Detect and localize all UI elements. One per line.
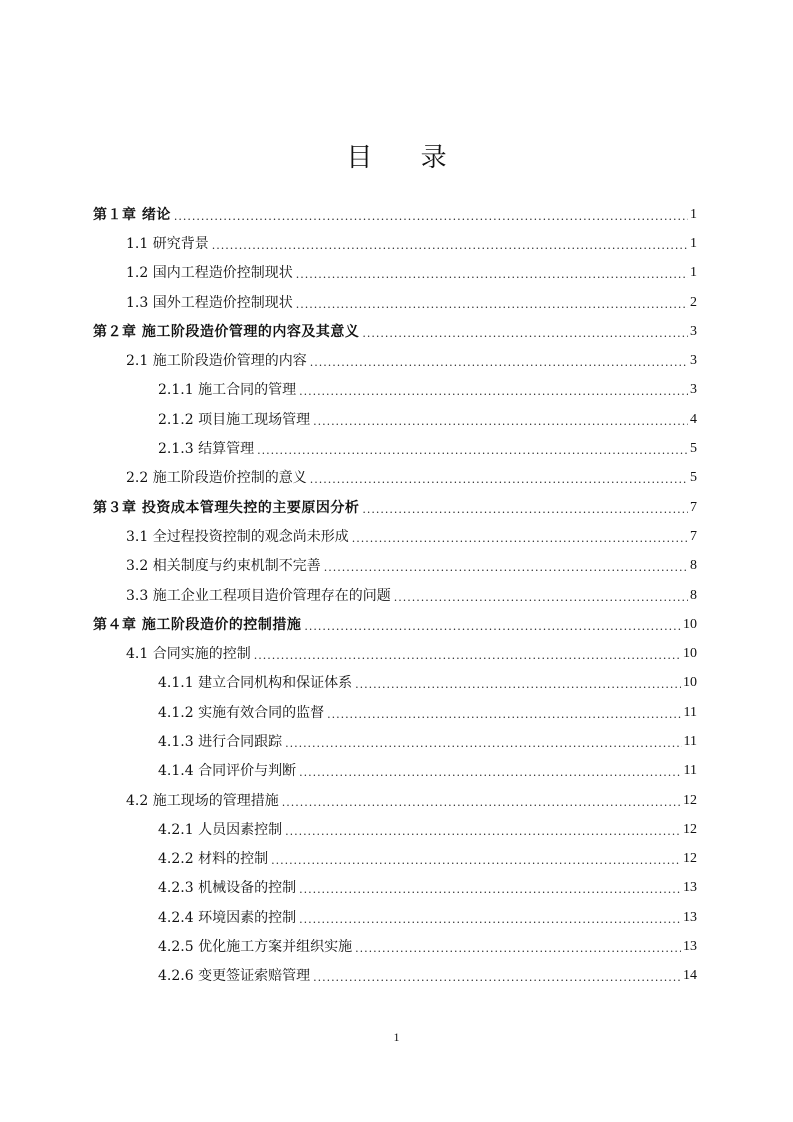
toc-section-entry [93, 639, 697, 668]
toc-entry-page: 3 [690, 353, 697, 369]
table-of-contents [93, 200, 697, 991]
dot-leader [299, 911, 681, 929]
toc-subsection-entry [93, 757, 697, 786]
toc-subsection-entry [93, 815, 697, 844]
toc-entry-label: 1.1 研究背景 [126, 235, 209, 252]
toc-entry-label: 2.1.3 结算管理 [158, 441, 255, 458]
toc-entry-label: 4.2.6 变更签证索赔管理 [158, 968, 311, 985]
dot-leader [394, 589, 688, 607]
toc-entry-page: 12 [683, 851, 697, 867]
toc-entry-label: 2.2 施工阶段造价控制的意义 [126, 470, 307, 487]
toc-entry-page: 12 [683, 821, 697, 837]
toc-entry-label: 4.1.3 进行合同跟踪 [158, 733, 283, 750]
dot-leader [313, 969, 681, 987]
toc-entry-page: 5 [690, 470, 697, 486]
toc-entry-page: 8 [690, 558, 697, 574]
dot-leader [285, 823, 681, 841]
toc-section-entry [93, 786, 697, 815]
toc-entry-label: 4.1.2 实施有效合同的监督 [158, 704, 325, 721]
dot-leader [327, 706, 681, 724]
toc-chapter-entry [93, 610, 697, 639]
toc-entry-page: 10 [683, 616, 697, 632]
dot-leader [285, 735, 681, 753]
toc-section-entry [93, 464, 697, 493]
dot-leader [299, 383, 688, 401]
toc-chapter-entry [93, 493, 697, 522]
toc-entry-page: 11 [683, 704, 697, 720]
toc-entry-page: 13 [683, 939, 697, 955]
dot-leader [352, 530, 688, 548]
toc-entry-page: 14 [683, 968, 697, 984]
dot-leader [174, 208, 688, 226]
toc-chapter-entry [93, 317, 697, 346]
toc-entry-page: 5 [690, 441, 697, 457]
toc-entry-label: 4.1.4 合同评价与判断 [158, 763, 297, 780]
toc-subsection-entry [93, 962, 697, 991]
dot-leader [313, 413, 688, 431]
toc-entry-label: 1.2 国内工程造价控制现状 [126, 265, 293, 282]
dot-leader [282, 794, 681, 812]
dot-leader [304, 618, 681, 636]
toc-subsection-entry [93, 376, 697, 405]
toc-entry-label: 4.2.3 机械设备的控制 [158, 880, 297, 897]
toc-entry-page: 11 [683, 733, 697, 749]
toc-section-entry [93, 581, 697, 610]
toc-section-entry [93, 259, 697, 288]
dot-leader [310, 471, 688, 489]
dot-leader [324, 559, 688, 577]
toc-entry-page: 7 [690, 528, 697, 544]
toc-section-entry [93, 288, 697, 317]
toc-entry-page: 10 [683, 675, 697, 691]
toc-entry-page: 4 [690, 411, 697, 427]
toc-section-entry [93, 346, 697, 375]
toc-subsection-entry [93, 669, 697, 698]
toc-subsection-entry [93, 727, 697, 756]
toc-subsection-entry [93, 903, 697, 932]
toc-entry-page: 1 [690, 206, 697, 222]
toc-entry-label: 4.2.2 材料的控制 [158, 851, 269, 868]
dot-leader [254, 647, 681, 665]
toc-entry-label: 2.1 施工阶段造价管理的内容 [126, 353, 307, 370]
toc-entry-page: 10 [683, 646, 697, 662]
dot-leader [362, 501, 688, 519]
toc-entry-page: 13 [683, 880, 697, 896]
toc-entry-label: 4.2.4 环境因素的控制 [158, 909, 297, 926]
page-number: 1 [393, 1030, 400, 1044]
dot-leader [310, 354, 688, 372]
toc-entry-page: 1 [690, 235, 697, 251]
toc-entry-label: 3.3 施工企业工程项目造价管理存在的问题 [126, 587, 391, 604]
toc-entry-page: 12 [683, 792, 697, 808]
toc-title: 目 录 [346, 143, 467, 173]
toc-entry-label: 2.1.1 施工合同的管理 [158, 382, 297, 399]
dot-leader [257, 442, 688, 460]
dot-leader [271, 852, 681, 870]
toc-entry-label: 4.1.1 建立合同机构和保证体系 [158, 675, 353, 692]
toc-subsection-entry [93, 874, 697, 903]
toc-subsection-entry [93, 698, 697, 727]
toc-subsection-entry [93, 845, 697, 874]
toc-entry-label: 4.2.5 优化施工方案并组织实施 [158, 939, 353, 956]
toc-subsection-entry [93, 434, 697, 463]
toc-entry-page: 1 [690, 265, 697, 281]
toc-entry-page: 11 [683, 763, 697, 779]
dot-leader [355, 940, 681, 958]
toc-entry-label: 第４章 施工阶段造价的控制措施 [93, 616, 302, 633]
toc-section-entry [93, 229, 697, 258]
dot-leader [296, 296, 688, 314]
toc-entry-label: 第３章 投资成本管理失控的主要原因分析 [93, 499, 360, 516]
toc-subsection-entry [93, 932, 697, 961]
toc-entry-label: 3.1 全过程投资控制的观念尚未形成 [126, 528, 349, 545]
toc-entry-label: 4.2.1 人员因素控制 [158, 821, 283, 838]
dot-leader [212, 237, 688, 255]
toc-subsection-entry [93, 405, 697, 434]
toc-entry-label: 1.3 国外工程造价控制现状 [126, 294, 293, 311]
toc-entry-page: 13 [683, 909, 697, 925]
dot-leader [299, 881, 681, 899]
dot-leader [355, 676, 681, 694]
dot-leader [299, 764, 681, 782]
toc-chapter-entry [93, 200, 697, 229]
toc-entry-page: 8 [690, 587, 697, 603]
toc-entry-label: 3.2 相关制度与约束机制不完善 [126, 558, 321, 575]
toc-entry-page: 7 [690, 499, 697, 515]
toc-entry-page: 2 [690, 294, 697, 310]
toc-entry-label: 第１章 绪论 [93, 206, 171, 223]
toc-section-entry [93, 522, 697, 551]
toc-entry-page: 3 [690, 382, 697, 398]
toc-entry-label: 4.1 合同实施的控制 [126, 646, 251, 663]
toc-entry-label: 2.1.2 项目施工现场管理 [158, 411, 311, 428]
toc-entry-label: 4.2 施工现场的管理措施 [126, 792, 279, 809]
toc-entry-label: 第２章 施工阶段造价管理的内容及其意义 [93, 323, 360, 340]
toc-entry-page: 3 [690, 323, 697, 339]
dot-leader [362, 325, 688, 343]
toc-section-entry [93, 552, 697, 581]
dot-leader [296, 266, 688, 284]
